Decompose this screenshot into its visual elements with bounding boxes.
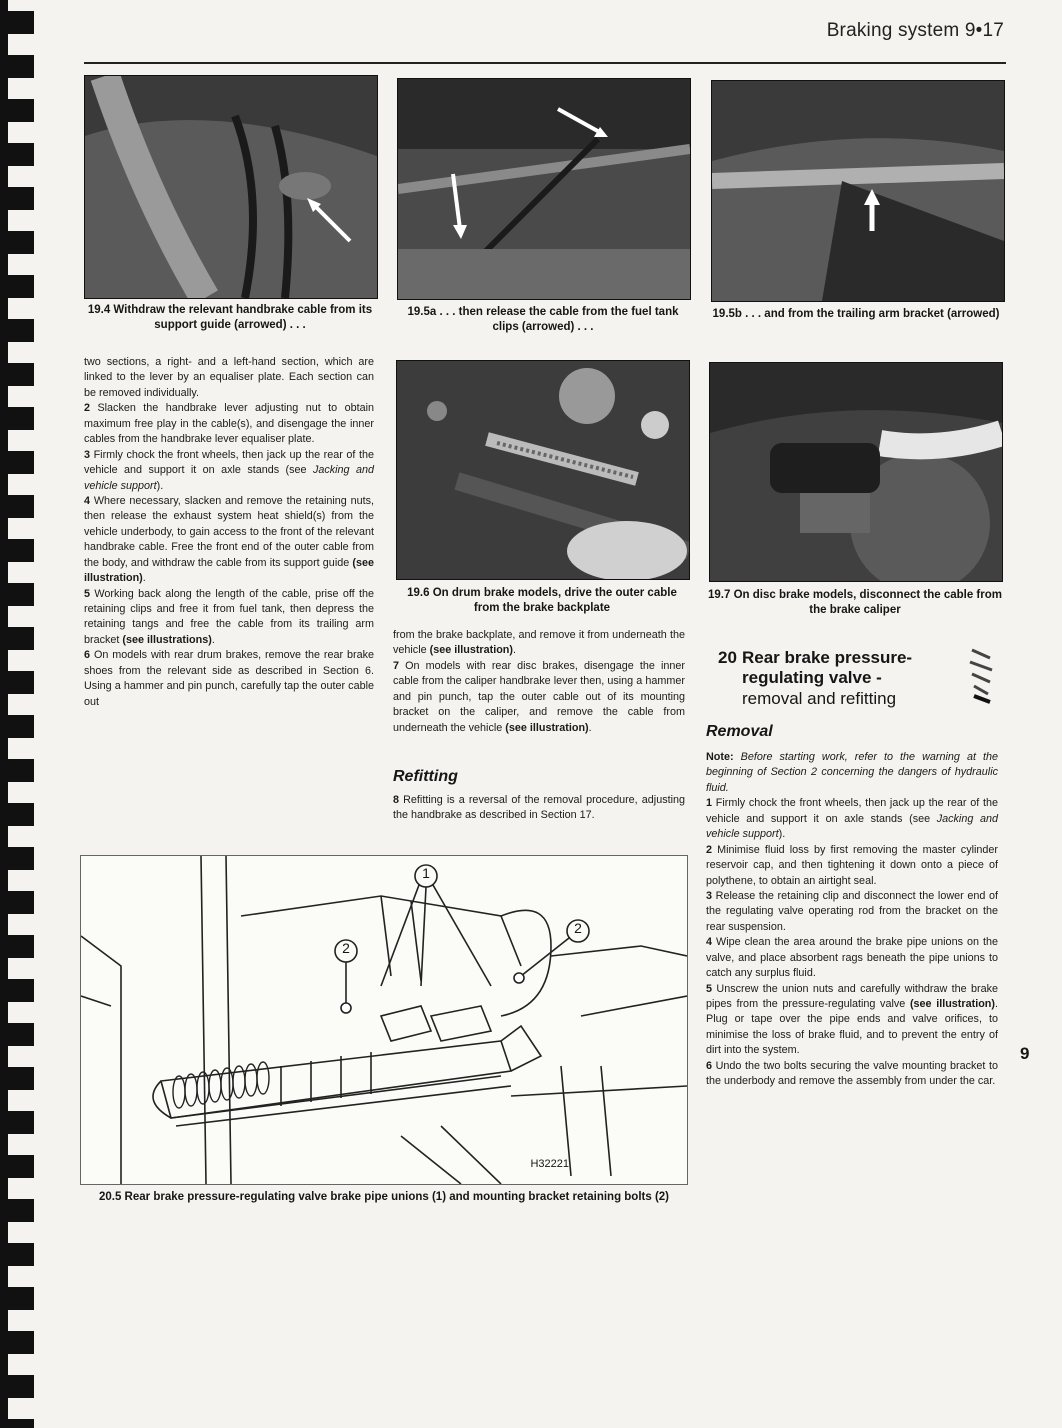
step-number: 1 xyxy=(706,797,713,810)
header-rule xyxy=(84,62,1006,64)
removal-heading: Removal xyxy=(706,723,773,740)
paragraph-text: On models with rear drum brakes, remove the rear brake shoes from the relevant side as described in Section 6. Using a hammer and pin punch, carefully tap the outer cable out xyxy=(84,649,374,708)
text-column-2 xyxy=(393,628,685,736)
paragraph-text: Firmly chock the front wheels, then jack up the rear of the vehicle and support it on axle stands (see xyxy=(706,797,998,825)
paragraph xyxy=(84,401,374,447)
text-column-2-refitting xyxy=(393,793,685,824)
paragraph-text: . xyxy=(588,721,592,734)
step-number: 4 xyxy=(84,494,91,507)
diagram-drawing xyxy=(81,856,687,1184)
paragraph-text: ). xyxy=(156,479,164,492)
paragraph-text: Unscrew the union nuts and carefully withdraw the brake pipes from the pressure-regulating valve xyxy=(706,982,999,1010)
paragraph-text: from the brake backplate, and remove it from underneath the vehicle xyxy=(393,629,685,657)
caption-19-5b: 19.5b . . . and from the trailing arm bracket (arrowed) xyxy=(712,308,1000,320)
step-number: 5 xyxy=(706,982,713,995)
paragraph-text: Working back along the length of the cable, prise off the retaining clips and free it from fuel tank, then depress the retaining tangs and free the cable from its trailing arm bracket xyxy=(84,587,374,646)
caption-19-5a: 19.5a . . . then release the cable from the fuel tank clips (arrowed) . . . xyxy=(407,306,679,334)
text-column-3 xyxy=(706,750,998,1090)
paragraph xyxy=(84,494,374,587)
step-number: 8 xyxy=(393,794,400,806)
paragraph xyxy=(706,889,998,935)
paragraph-text: Firmly chock the front wheels, then jack up the rear of the vehicle and support it on axle stands (see xyxy=(84,448,374,477)
note-text: Before starting work, refer to the warning at the beginning of Section 2 concerning the dangers of hydraulic fluid. xyxy=(706,751,998,794)
diagram-callout-1: 1 xyxy=(422,865,430,881)
step-number: 7 xyxy=(393,659,400,672)
paragraph xyxy=(706,843,998,889)
chapter-thumb-number: 9 xyxy=(1020,1044,1030,1063)
step-number: 6 xyxy=(84,649,91,662)
diagram-callout-2-left: 2 xyxy=(342,940,350,956)
photo-19-7 xyxy=(709,362,1003,582)
paragraph xyxy=(706,935,998,981)
paragraph-text: Slacken the handbrake lever adjusting nut to obtain maximum free play in the cable(s), and disengage the inner cables from the handbrake lever equaliser plate. xyxy=(84,402,374,446)
paragraph-text: . Plug or tape over the pipe ends and valve orifices, to minimise the loss of brake fluid, and to prevent the entry of dirt into the system. xyxy=(706,998,998,1057)
illustration-reference: (see illustration) xyxy=(84,556,374,585)
illustration-reference: (see illustration) xyxy=(909,998,995,1010)
section-number: 20 xyxy=(718,648,737,667)
refitting-heading: Refitting xyxy=(393,768,458,785)
section-title: Rear brake pressure- regulating valve - removal and refitting xyxy=(742,648,913,708)
paragraph-text: . xyxy=(211,633,215,646)
step-number: 2 xyxy=(706,843,713,856)
note-label: Note: xyxy=(706,751,734,763)
illustration-reference: (see illustration) xyxy=(429,644,514,657)
paragraph-text: . xyxy=(513,644,517,657)
paragraph-text: Undo the two bolts securing the valve mounting bracket to the underbody and remove the assembly from under the car. xyxy=(706,1059,999,1088)
paragraph-text: . xyxy=(142,572,146,585)
paragraph xyxy=(706,982,998,1059)
spiral-binding xyxy=(0,0,34,1428)
paragraph xyxy=(706,750,998,796)
paragraph xyxy=(84,648,374,710)
diagram-callout-2-right: 2 xyxy=(574,920,582,936)
paragraph xyxy=(84,448,374,494)
paragraph xyxy=(393,659,685,736)
paragraph xyxy=(393,628,685,659)
step-number: 5 xyxy=(84,587,91,600)
page-header-title: Braking system 9•17 xyxy=(826,20,1004,41)
cross-reference: Jacking and vehicle support xyxy=(84,464,374,492)
cross-reference: Jacking and vehicle support xyxy=(706,812,998,841)
caption-20-5: 20.5 Rear brake pressure-regulating valve brake pipe unions (1) and mounting bracket retaining bolts (2) xyxy=(98,1191,670,1203)
caption-19-7: 19.7 On disc brake models, disconnect the cable from the brake caliper xyxy=(708,589,1002,617)
paragraph-text: Wipe clean the area around the brake pipe unions on the valve, and place absorbent rags beneath the pipe unions to catch any surplus fluid. xyxy=(706,936,998,980)
paragraph xyxy=(84,587,374,649)
photo-19-5b xyxy=(711,80,1005,302)
step-number: 3 xyxy=(84,448,91,461)
photo-19-6 xyxy=(396,360,690,580)
paragraph xyxy=(706,1059,998,1090)
step-number: 2 xyxy=(84,402,91,415)
photo-19-4 xyxy=(84,75,378,299)
paragraph xyxy=(706,796,998,842)
caption-19-4: 19.4 Withdraw the relevant handbrake cable from its support guide (arrowed) . . . xyxy=(87,304,373,332)
text-column-1 xyxy=(84,355,374,710)
illustration-reference: (see illustrations) xyxy=(122,633,212,646)
step-number: 3 xyxy=(706,889,713,902)
paragraph-text: Where necessary, slacken and remove the retaining nuts, then release the exhaust system heat shield(s) from the vehicle underbody, to gain access to the front of the relevant handbrake cable. Free the front end of the outer cable from the body, and withdraw the cable from its support guide xyxy=(84,494,374,569)
illustration-reference: (see illustration) xyxy=(505,721,589,734)
step-number: 4 xyxy=(706,936,713,949)
step-number: 6 xyxy=(706,1059,713,1072)
paragraph: two sections, a right- and a left-hand section, which are linked to the lever by an equaliser plate. Each section can be removed individually. xyxy=(84,356,374,399)
paragraph xyxy=(393,793,685,824)
paragraph-text: Refitting is a reversal of the removal procedure, adjusting the handbrake as described in Section 17. xyxy=(393,794,686,822)
paragraph-text: Release the retaining clip and disconnect the lower end of the regulating valve operating rod from the bracket on the rear suspension. xyxy=(706,889,999,933)
caption-19-6: 19.6 On drum brake models, drive the outer cable from the brake backplate xyxy=(407,587,677,615)
paragraph-text: ). xyxy=(778,828,786,841)
spanner-difficulty-icon xyxy=(964,646,998,704)
diagram-20-5 xyxy=(80,855,688,1185)
section-20-heading xyxy=(712,638,1004,708)
photo-19-5a xyxy=(397,78,691,300)
paragraph-text: On models with rear disc brakes, disengage the inner cable from the caliper handbrake lever then, using a hammer and pin punch, tap the outer cable out of its mounting bracket on the caliper, and remove the cable from underneath the vehicle xyxy=(393,659,686,734)
diagram-code: H32221 xyxy=(530,1158,569,1170)
paragraph-text: Minimise fluid loss by first removing the master cylinder reservoir cap, and then tightening it down onto a piece of polythene, to obtain an airtight seal. xyxy=(706,843,998,887)
